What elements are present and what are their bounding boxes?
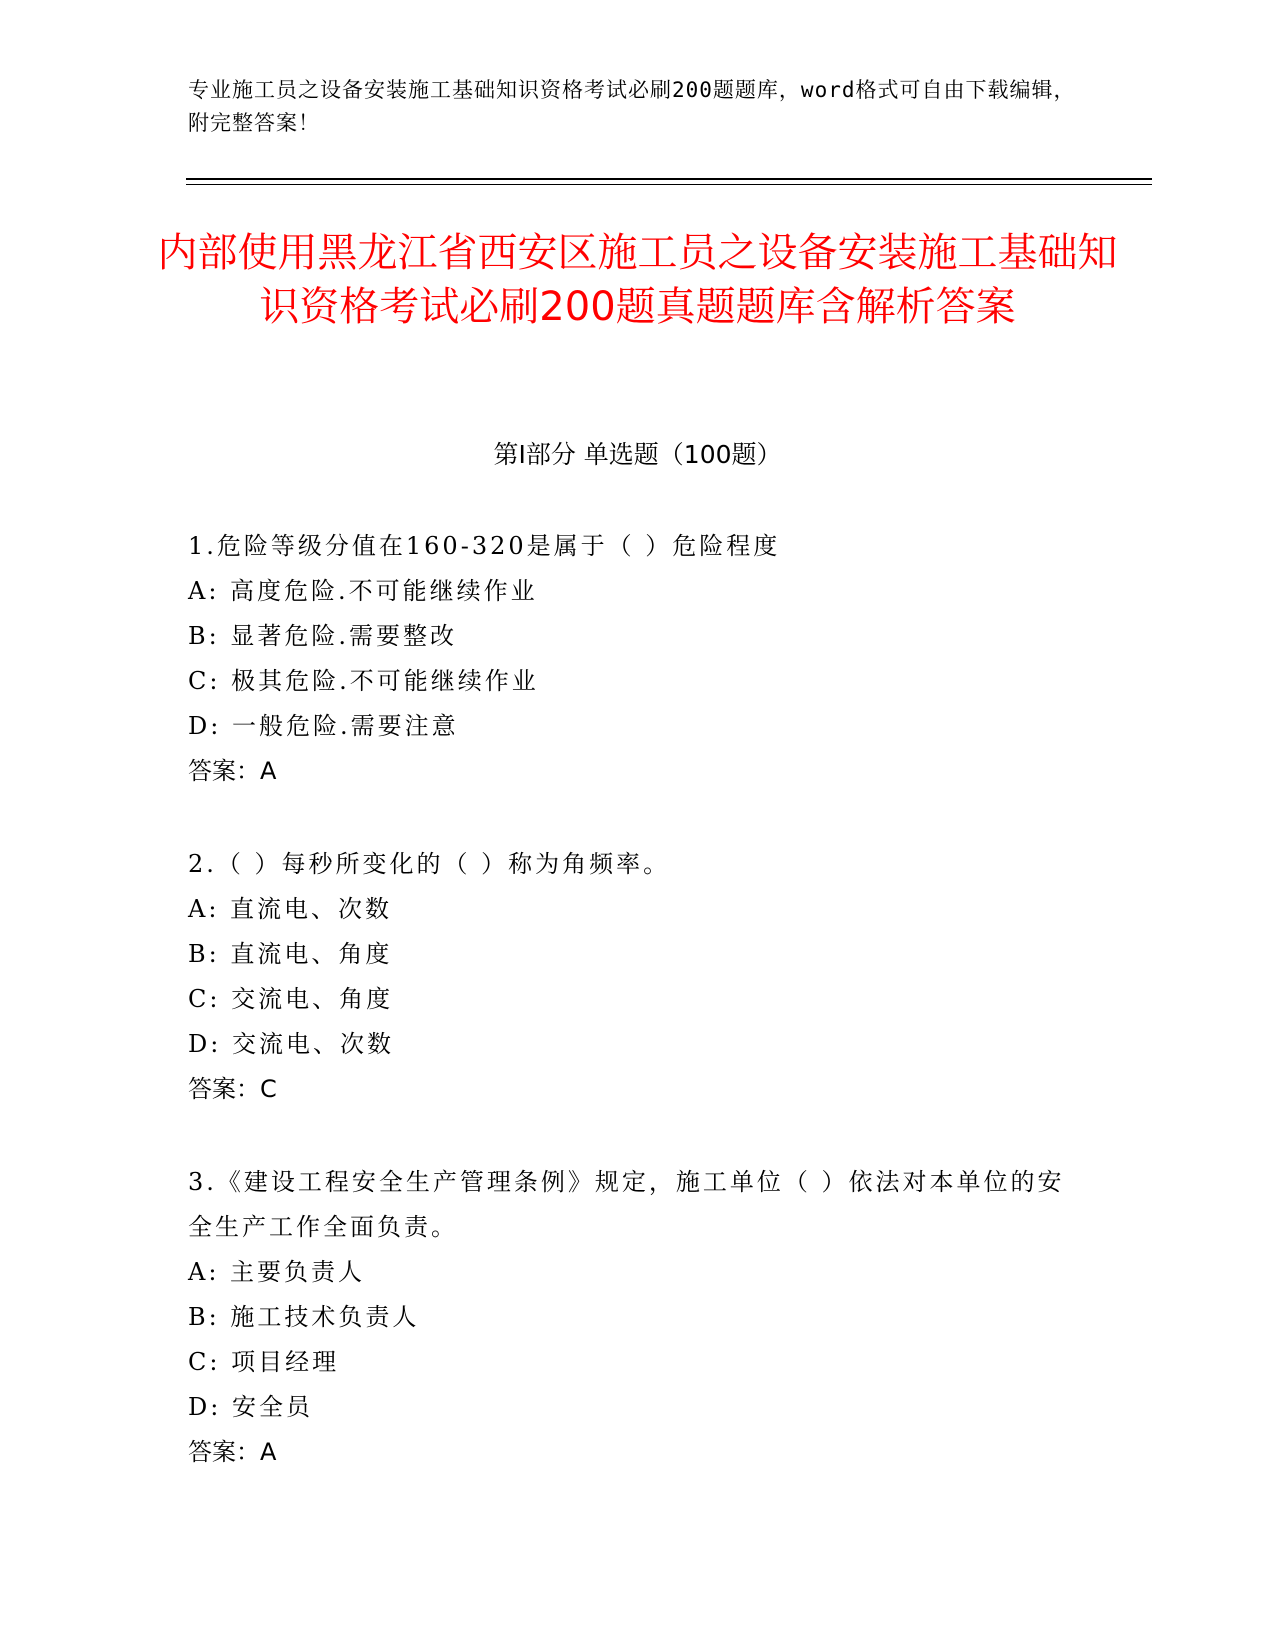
option-a: A: 高度危险.不可能继续作业 xyxy=(188,577,538,605)
option-b: B: 显著危险.需要整改 xyxy=(188,622,457,650)
option-b: B: 直流电、角度 xyxy=(188,940,393,968)
question-1 xyxy=(188,524,1088,794)
option-d: D: 一般危险.需要注意 xyxy=(188,712,459,740)
option-a: A: 主要负责人 xyxy=(188,1258,366,1286)
option-d: D: 交流电、次数 xyxy=(188,1030,394,1058)
question-stem: 1.危险等级分值在160-320是属于（ ）危险程度 xyxy=(188,532,781,560)
question-stem: 2.（ ）每秒所变化的（ ）称为角频率。 xyxy=(188,850,671,878)
document-title: 内部使用黑龙江省西安区施工员之设备安装施工基础知识资格考试必刷200题真题题库含解析答案 xyxy=(157,230,1118,330)
option-c: C: 项目经理 xyxy=(188,1348,340,1376)
option-c: C: 交流电、角度 xyxy=(188,985,394,1013)
answer: 答案：C xyxy=(188,1075,277,1103)
option-b: B: 施工技术负责人 xyxy=(188,1303,420,1331)
section-title: 第Ⅰ部分 单选题（100题） xyxy=(493,440,782,469)
option-a: A: 直流电、次数 xyxy=(188,895,393,923)
question-2 xyxy=(188,842,1088,1112)
option-d: D: 安全员 xyxy=(188,1393,313,1421)
question-3 xyxy=(188,1160,1088,1475)
option-c: C: 极其危险.不可能继续作业 xyxy=(188,667,539,695)
question-stem: 3.《建设工程安全生产管理条例》规定，施工单位（ ）依法对本单位的安全生产工作全面负责。 xyxy=(188,1168,1065,1241)
header-note: 专业施工员之设备安装施工基础知识资格考试必刷200题题库，word格式可自由下载编辑，附完整答案！ xyxy=(188,78,1076,135)
header-rule-thick xyxy=(186,178,1152,180)
header-rule-thin xyxy=(186,184,1152,185)
answer: 答案：A xyxy=(188,757,277,785)
answer: 答案：A xyxy=(188,1438,277,1466)
